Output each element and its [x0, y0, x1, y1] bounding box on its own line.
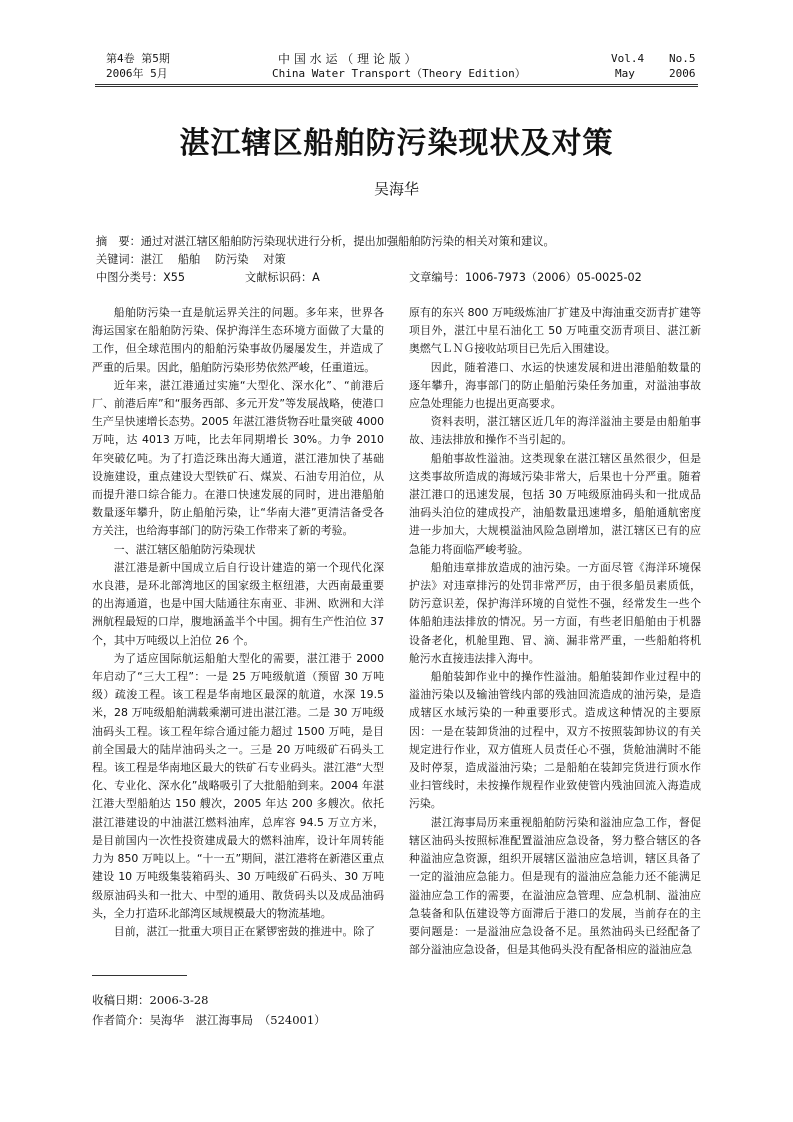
header-rule-lower	[95, 86, 698, 87]
header-year-en: 2006	[669, 67, 696, 80]
header-journal-name-en: China Water Transport（Theory Edition）	[272, 67, 526, 80]
body-paragraph: 船舶违章排放造成的油污染。一方面尽管《海洋环境保护法》对违章排污的处罚非常严厉，由于很多船员素质低，防污意识差，保护海洋环境的自觉性不强，经常发生一些个体船舶违法排放的情况。另一方面，有些老旧船舶由于机器设备老化，机舱里跑、冒、滴、漏非常严重，一些船舶将机舱污水直接违法排入海中。	[409, 560, 701, 665]
section-heading: 一、湛江辖区船舶防污染现状	[113, 542, 256, 556]
body-column-left	[92, 304, 384, 941]
body-paragraph: 船舶装卸作业中的操作性溢油。船舶装卸作业过程中的溢油污染以及输油管线内部的残油回流造成的油污染，是造成辖区水域污染的一种重要形式。造成这种情况的主要原因：一是在装卸货油的过程中，双方不按照装卸协议的有关规定进行作业，双方值班人员责任心不强，货舱油满时不能及时停泵，造成溢油污染；二是船舶在装卸完货进行顶水作业扫管线时，未按操作规程作业致使管内残油回流入海造成污染。	[409, 670, 701, 811]
header-issue-en: No.5	[669, 52, 696, 65]
body-paragraph: 资料表明，湛江辖区近几年的海洋溢油主要是由船舶事故、违法排放和操作不当引起的。	[409, 415, 701, 447]
article-title: 湛江辖区船舶防污染现状及对策	[179, 126, 614, 161]
body-paragraph: 船舶事故性溢油。这类现象在湛江辖区虽然很少，但是这类事故所造成的海域污染非常大，后果也十分严重。随着湛江港口的迅速发展，包括 30 万吨级原油码头和一批成品油码头泊位的建成投产，油船数量迅速增多，船舶通航密度进一步加大，大规模溢油风险急剧增加，湛江辖区已有的应急能力将面临严峻考验。	[409, 451, 701, 556]
body-paragraph: 因此，随着港口、水运的快速发展和进出港船舶数量的逐年攀升，海事部门的防止船舶污染任务加重，对溢油事故应急处理能力也提出更高要求。	[409, 360, 701, 411]
body-paragraph: 目前，湛江一批重大项目正在紧锣密鼓的推进中。除了	[113, 924, 376, 938]
article-author: 吴海华	[373, 180, 419, 198]
article-number: 文章编号：1006-7973（2006）05-0025-02	[409, 271, 642, 284]
footnote-received-date: 收稿日期：2006-3-28	[92, 993, 209, 1007]
body-paragraph: 近年来，湛江港通过实施“大型化、深水化”、“前港后厂、前港后库”和“服务西部、多元开发”等发展战略，使港口生产呈快速增长态势。2005 年湛江港货物吞吐量突破 4000 万吨，达 4013 万吨，比去年同期增长 30%。力争 2010 年突破亿吨。为了打造泛珠出海大通道，湛江港加快了基础设施建设，重点建设大型铁矿石、煤炭、石油专用泊位，从而提升港口综合能力。在港口快速发展的同时，进出港船舶数量逐年攀升，防止船舶污染，让“华南大港”更清洁备受各方关注，也给海事部门的防污染工作带来了新的考验。	[92, 378, 384, 538]
document-code: 文献标识码：A	[245, 271, 320, 284]
body-column-right	[409, 304, 701, 959]
footnote-author-bio: 作者简介：吴海华 湛江海事局 （524001）	[92, 1013, 326, 1027]
header-volume: 第4卷 第5期	[106, 52, 170, 65]
clc-number: 中图分类号：X55	[96, 271, 186, 284]
header-date: 2006年 5月	[106, 67, 168, 80]
header-volume-en: Vol.4	[611, 52, 645, 65]
keywords: 关键词：湛江 船舶 防污染 对策	[96, 253, 286, 266]
header-rule	[95, 84, 698, 85]
header-month-en: May	[615, 67, 635, 80]
body-paragraph: 原有的东兴 800 万吨级炼油厂扩建及中海油重交沥青扩建等项目外，湛江中星石油化工 50 万吨重交沥青项目、湛江新奥燃气ＬＮＧ接收站项目已先后入围建设。	[409, 306, 701, 356]
header-journal-name-zh: 中 国 水 运 （ 理 论 版 ）	[278, 52, 417, 66]
body-paragraph: 湛江海事局历来重视船舶防污染和溢油应急工作，督促辖区油码头按照标准配置溢油应急设备，努力整合辖区的各种溢油应急资源，组织开展辖区溢油应急培训，辖区具备了一定的溢油应急能力。但是现有的溢油应急能力还不能满足溢油应急工作的需要，在溢油应急管理、应急机制、溢油应急装备和队伍建设等方面滞后于港口的发展，当前存在的主要问题是：一是溢油应急设备不足。虽然油码头已经配备了部分溢油应急设备，但是其他码头没有配备相应的溢油应急	[409, 815, 701, 957]
body-paragraph: 船舶防污染一直是航运界关注的问题。多年来，世界各海运国家在船舶防污染、保护海洋生态环境方面做了大量的工作，但全球范围内的船舶污染事故仍屡屡发生，并造成了严重的后果。因此，船舶防污染形势依然严峻，任重道远。	[92, 306, 384, 374]
body-paragraph: 为了适应国际航运船舶大型化的需要，湛江港于 2000 年启动了“三大工程”：一是 25 万吨级航道（预留 30 万吨级）疏浚工程。该工程是华南地区最深的航道，水深 19.5 米，28 万吨级船舶满载乘潮可进出湛江港。二是 30 万吨级油码头工程。该工程年综合通过能力超过 1500 万吨，是目前全国最大的陆岸油码头之一。三是 20 万吨级矿石码头工程。该工程是华南地区最大的铁矿石专业码头。湛江港“大型化、专业化、深水化”战略吸引了大批船舶到来。2004 年湛江港大型船舶达 150 艘次，2005 年达 200 多艘次。依托湛江港建设的中油湛江燃料油库，总库容 94.5 万立方米，是目前国内一次性投资建成最大的燃料油库，设计年周转能力为 850 万吨以上。“十一五”期间，湛江港将在新港区重点建设 10 万吨级集装箱码头、30 万吨级矿石码头、30 万吨级原油码头和一批大、中型的通用、散货码头以及成品油码头，全力打造环北部湾区域规模最大的物流基地。	[92, 651, 384, 920]
footnote-rule	[92, 975, 187, 976]
abstract: 摘 要：通过对湛江辖区船舶防污染现状进行分析，提出加强船舶防污染的相关对策和建议。	[96, 235, 555, 248]
body-paragraph: 湛江港是新中国成立后自行设计建造的第一个现代化深水良港，是环北部湾地区的国家级主枢纽港，大西南最重要的出海通道，也是中国大陆通往东南亚、非洲、欧洲和大洋洲航程最短的口岸，腹地涵盖半个中国。拥有生产性泊位 37 个，其中万吨级以上泊位 26 个。	[92, 560, 384, 647]
